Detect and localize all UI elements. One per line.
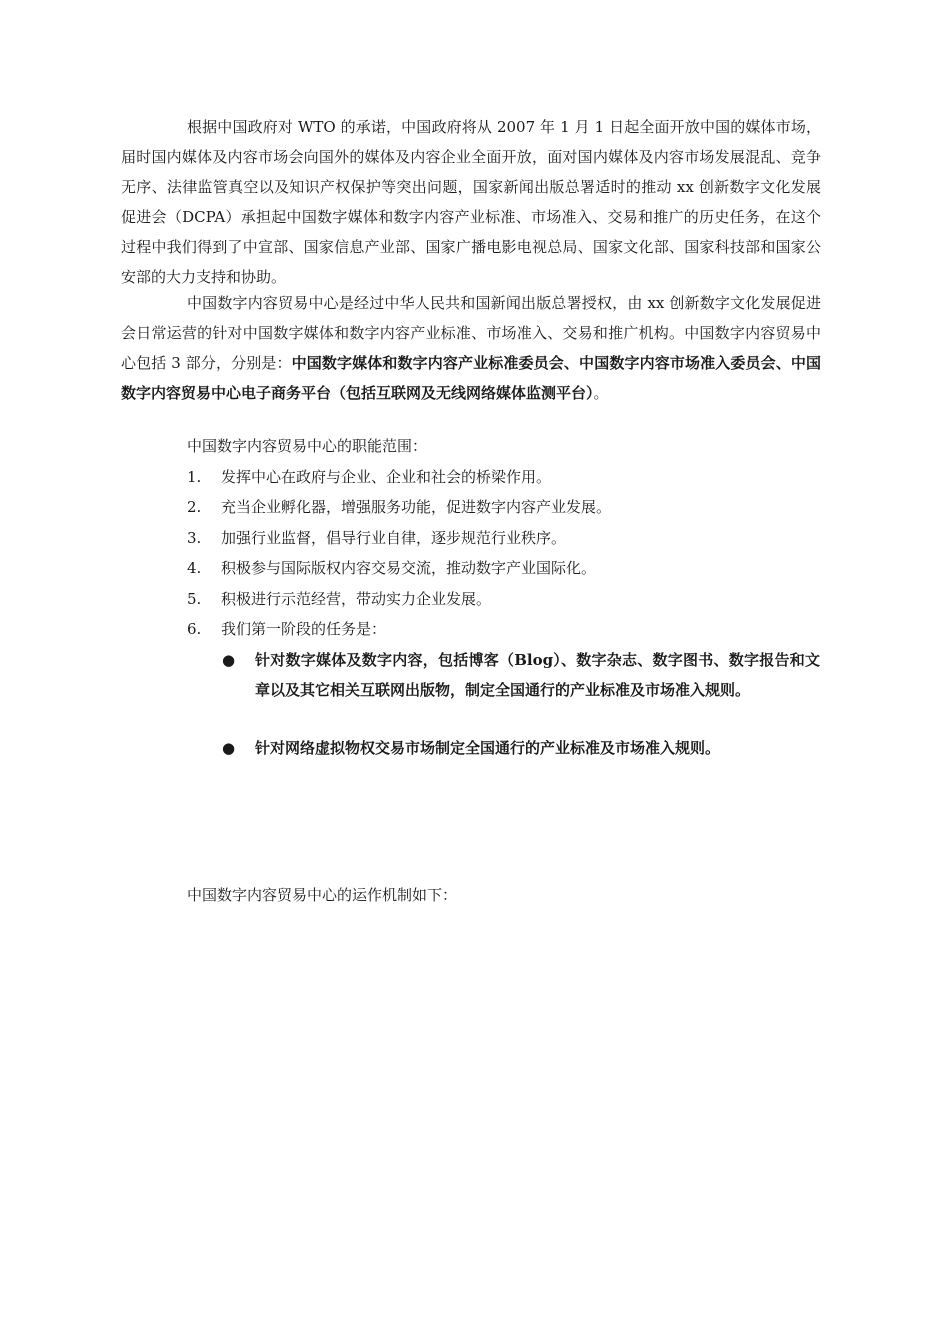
- function-number: 6.: [187, 620, 202, 638]
- function-text: 积极参与国际版权内容交易交流，推动数字产业国际化。: [221, 559, 597, 577]
- paragraph-trade-center-lead: 中国数字内容贸易中心是经过中华人民共和国新闻出版总署授权，由 xx 创新数字文化发展促进会日常运营的针对中国数字媒体和数字内容产业标准、市场准入、交易和推广机构。中国数字内容贸易中心包括 3 部分，分别是：: [121, 294, 821, 372]
- bullet-icon: ●: [222, 651, 236, 669]
- function-text: 充当企业孵化器，增强服务功能，促进数字内容产业发展。: [221, 498, 612, 516]
- function-number: 4.: [187, 559, 202, 577]
- function-item: [187, 523, 566, 553]
- function-text: 积极进行示范经营，带动实力企业发展。: [221, 590, 492, 608]
- function-number: 2.: [187, 498, 202, 516]
- task-list-item: [222, 733, 822, 763]
- function-item: [187, 492, 611, 522]
- paragraph-trade-center-tail: 。: [593, 384, 609, 402]
- task-text: 针对网络虚拟物权交易市场制定全国通行的产业标准及市场准入规则。: [255, 739, 721, 757]
- function-item: [187, 462, 551, 492]
- function-item: [187, 614, 386, 644]
- function-number: 3.: [187, 529, 202, 547]
- mechanism-heading: 中国数字内容贸易中心的运作机制如下：: [187, 886, 458, 904]
- paragraph-wto-commitment: 根据中国政府对 WTO 的承诺，中国政府将从 2007 年 1 月 1 日起全面开放中国的媒体市场，届时国内媒体及内容市场会向国外的媒体及内容企业全面开放，面对国内媒体及内容市场发展混乱、竞争无序、法律监管真空以及知识产权保护等突出问题，国家新闻出版总署适时的推动 xx 创新数字文化发展促进会（DCPA）承担起中国数字媒体和数字内容产业标准、市场准入、交易和推广的历史任务，在这个过程中我们得到了中宣部、国家信息产业部、国家广播电影电视总局、国家文化部、国家科技部和国家公安部的大力支持和协助。: [121, 118, 821, 286]
- function-text: 加强行业监督，倡导行业自律，逐步规范行业秩序。: [221, 529, 567, 547]
- task-list-item: [222, 645, 822, 737]
- function-item: [187, 584, 491, 614]
- function-number: 5.: [187, 590, 202, 608]
- function-text: 我们第一阶段的任务是：: [221, 620, 387, 638]
- function-text: 发挥中心在政府与企业、企业和社会的桥梁作用。: [221, 468, 552, 486]
- paragraph-trade-center-intro: [121, 288, 821, 408]
- paragraph-trade-center-components: 中国数字媒体和数字内容产业标准委员会、中国数字内容市场准入委员会、中国数字内容贸易中心电子商务平台（包括互联网及无线网络媒体监测平台）: [121, 354, 821, 402]
- task-text: 针对数字媒体及数字内容，包括博客（Blog）、数字杂志、数字图书、数字报告和文章以及其它相关互联网出版物，制定全国通行的产业标准及市场准入规则。: [255, 651, 820, 699]
- functions-heading: 中国数字内容贸易中心的职能范围：: [187, 437, 428, 455]
- bullet-icon: ●: [222, 739, 236, 757]
- function-number: 1.: [187, 468, 202, 486]
- function-item: [187, 553, 596, 583]
